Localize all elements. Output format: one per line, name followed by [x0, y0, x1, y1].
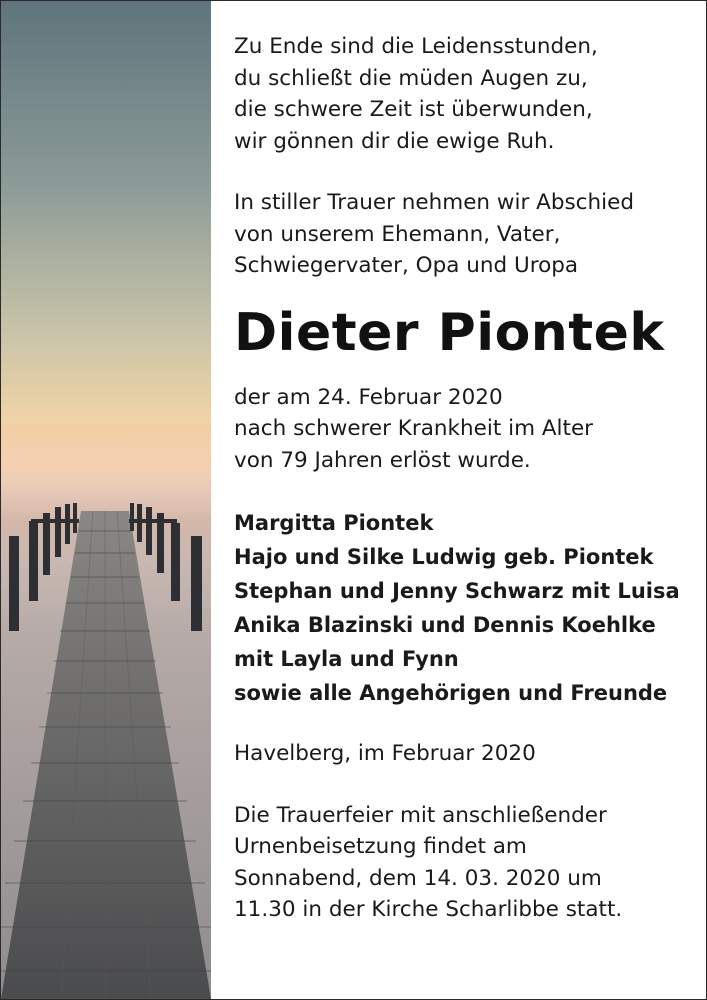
notice-text — [234, 31, 694, 926]
mourner-line: Margitta Piontek — [234, 511, 434, 535]
death-notice-line: von 79 Jahren erlöst wurde. — [234, 447, 531, 473]
intro-line: Schwiegervater, Opa und Uropa — [234, 253, 579, 278]
mourner-line: Stephan und Jenny Schwarz mit Luisa — [234, 579, 680, 603]
death-notice — [234, 382, 694, 477]
place-and-date — [234, 738, 694, 770]
funeral-line: Urnenbeisetzung findet am — [234, 834, 527, 859]
farewell-intro — [234, 187, 694, 282]
mourner-line: mit Layla und Fynn — [234, 647, 459, 671]
verse-line: wir gönnen dir die ewige Ruh. — [234, 128, 555, 154]
verse-line: Zu Ende sind die Leidensstunden, — [234, 34, 598, 59]
funeral-information — [234, 800, 694, 926]
intro-line: von unserem Ehemann, Vater, — [234, 221, 561, 247]
funeral-line: Die Trauerfeier mit anschließender — [234, 802, 607, 828]
intro-line: In stiller Trauer nehmen wir Abschied — [234, 190, 634, 215]
death-notice-line: nach schwerer Krankheit im Alter — [234, 416, 594, 441]
mourner-line: Hajo und Silke Ludwig geb. Piontek — [234, 545, 654, 569]
mourner-line: sowie alle Angehörigen und Freunde — [234, 681, 668, 705]
funeral-line: 11.30 in der Kirche Scharlibbe statt. — [234, 897, 623, 922]
place-date-line: Havelberg, im Februar 2020 — [234, 741, 536, 766]
deceased-name: Dieter Piontek — [234, 302, 665, 363]
pier-sunset-image — [1, 1, 211, 999]
verse-line: du schließt die müden Augen zu, — [234, 65, 588, 91]
mourner-line: Anika Blazinski und Dennis Koehlke — [234, 613, 656, 637]
death-notice-line: der am 24. Februar 2020 — [234, 384, 503, 410]
mourners-list — [234, 506, 694, 710]
verse-line: die schwere Zeit ist überwunden, — [234, 97, 593, 122]
funeral-line: Sonnabend, dem 14. 03. 2020 um — [234, 865, 602, 891]
memorial-verse — [234, 31, 694, 157]
